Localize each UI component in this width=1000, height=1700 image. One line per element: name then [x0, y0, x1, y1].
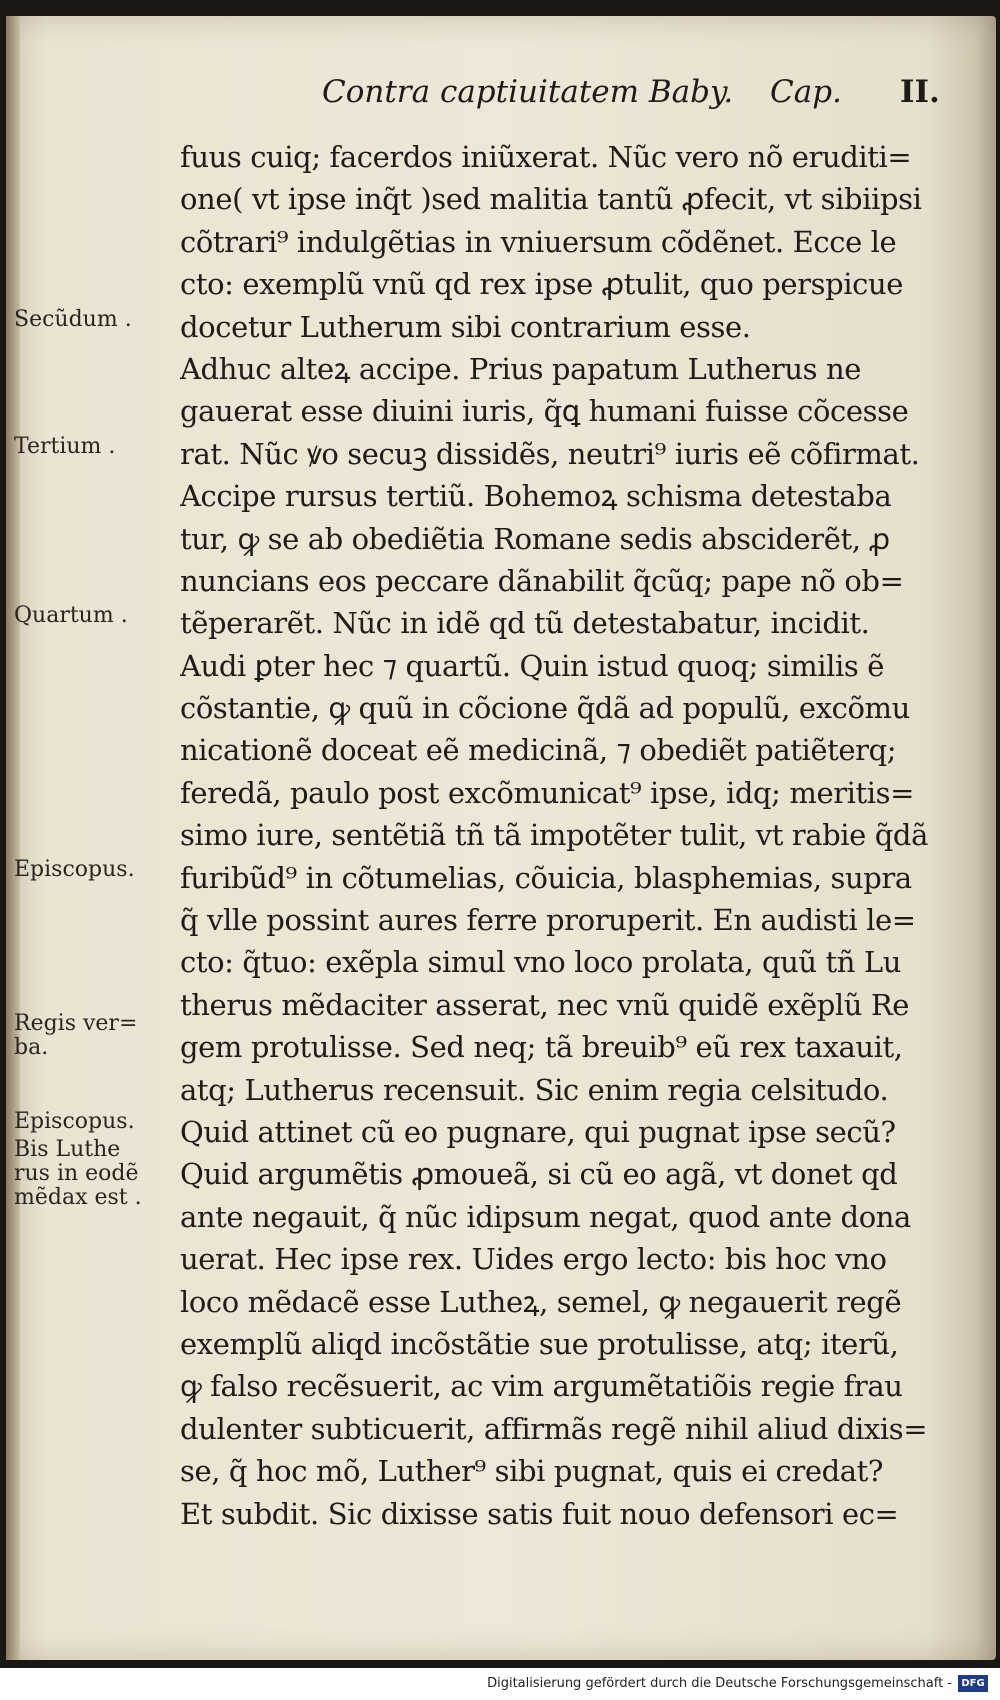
margin-note-bis-lutherus: [14, 1138, 174, 1210]
body-text: [180, 136, 950, 1535]
text-line: cõstantie, ꝙ quũ in cõcione q̃dã ad populũ, excõmu: [180, 691, 910, 726]
margin-note-text: Quartum .: [14, 603, 128, 628]
margin-note-text: Bis Luthe: [14, 1137, 121, 1162]
page-header: [0, 74, 1000, 124]
text-line: feredã, paulo post excõmunicat⁹ ipse, idq; meritis=: [180, 775, 915, 810]
margin-note-regis-verba: [14, 1012, 174, 1060]
digitization-footer: [0, 1668, 1000, 1700]
text-line: Et subdit. Sic dixisse satis fuit nouo defensori ec=: [180, 1496, 899, 1531]
funding-credit: Digitalisierung gefördert durch die Deutsche Forschungsgemeinschaft -: [487, 1676, 952, 1691]
text-line: docetur Lutherum sibi contrarium esse.: [180, 309, 751, 344]
text-line: nicationẽ doceat eẽ medicinã, ⁊ obediẽt patiẽterq;: [180, 733, 897, 768]
chapter-label: Cap.: [770, 74, 842, 110]
text-line: one( vt ipse inq̃t )sed malitia tantũ ꝓfecit, vt sibiipsi: [180, 182, 922, 217]
margin-note-tertium: [14, 435, 174, 459]
text-line: se, q̃ hoc mõ, Luther⁹ sibi pugnat, quis ei credat?: [180, 1454, 884, 1489]
dfg-logo: DFG: [958, 1675, 988, 1692]
text-line: tẽperarẽt. Nũc in idẽ qd tũ detestabatur, incidit.: [180, 606, 870, 641]
margin-note-quartum: [14, 604, 174, 628]
margin-note-text: mẽdax est .: [14, 1185, 142, 1210]
text-line: therus mẽdaciter asserat, nec vnũ quidẽ exẽplũ Re: [180, 987, 910, 1022]
text-line: simo iure, sentẽtiã tñ tã impotẽter tulit, vt rabie q̃dã: [180, 818, 928, 853]
text-line: tur, ꝙ se ab obediẽtia Romane sedis absciderẽt, ꝓ: [180, 521, 890, 556]
text-line: furibũd⁹ in cõtumelias, cõuicia, blasphemias, supra: [180, 860, 912, 895]
text-line: rat. Nũc ꝟo secuꝫ dissidẽs, neutri⁹ iuris eẽ cõfirmat.: [180, 436, 920, 471]
margin-note-text: Tertium .: [14, 434, 116, 459]
text-line: ꝙ falso recẽsuerit, ac vim argumẽtatiõis regie frau: [180, 1369, 903, 1404]
margin-note-secundum: [14, 308, 174, 332]
text-line: Accipe rursus tertiũ. Bohemoꝝ schisma detestaba: [180, 479, 892, 514]
margin-note-episcopus: [14, 858, 174, 882]
text-line: dulenter subticuerit, affirmãs regẽ nihil aliud dixis=: [180, 1411, 928, 1446]
text-line: atq; Lutherus recensuit. Sic enim regia celsitudo.: [180, 1072, 889, 1107]
text-line: cto: q̃tuo: exẽpla simul vno loco prolata, quũ tñ Lu: [180, 945, 901, 980]
page-edge: [6, 16, 20, 1660]
text-line: Quid argumẽtis ꝓmoueã, si cũ eo agã, vt donet qd: [180, 1157, 898, 1192]
text-line: fuus cuiq; facerdos iniũxerat. Nũc vero nõ eruditi=: [180, 140, 912, 174]
margin-note-text: rus in eodẽ: [14, 1161, 139, 1186]
text-line: q̃ vlle possint aures ferre proruperit. En audisti le=: [180, 903, 916, 938]
margin-note-text: ba.: [14, 1035, 49, 1060]
text-line: cto: exemplũ vnũ qd rex ipse ꝓtulit, quo perspicue: [180, 267, 903, 302]
text-line: Adhuc alteꝝ accipe. Prius papatum Lutherus ne: [180, 351, 861, 386]
text-line: Audi ꝑter hec ⁊ quartũ. Quin istud quoq; similis ẽ: [180, 648, 884, 683]
margin-note-text: Regis ver=: [14, 1011, 138, 1036]
text-line: nuncians eos peccare dãnabilit q̃cũq; pape nõ ob=: [180, 563, 904, 598]
margin-note-text: Episcopus.: [14, 1109, 135, 1134]
margin-note-text: Secũdum .: [14, 307, 132, 332]
text-line: gem protulisse. Sed neq; tã breuib⁹ eũ rex taxauit,: [180, 1030, 903, 1065]
text-line: gauerat esse diuini iuris, q̃ꝗ humani fuisse cõcesse: [180, 394, 909, 429]
text-line: uerat. Hec ipse rex. Uides ergo lecto: bis hoc vno: [180, 1242, 887, 1277]
running-title: Contra captiuitatem Baby.: [322, 74, 734, 110]
text-line: loco mẽdacẽ esse Lutheꝝ, semel, ꝙ negauerit regẽ: [180, 1284, 902, 1319]
chapter-number: II.: [900, 74, 940, 110]
text-line: Quid attinet cũ eo pugnare, qui pugnat ipse secũ?: [180, 1114, 896, 1149]
text-line: cõtrari⁹ indulgẽtias in vniuersum cõdẽnet. Ecce le: [180, 224, 897, 259]
text-line: exemplũ aliqd incõstãtie sue protulisse, atq; iterũ,: [180, 1326, 899, 1361]
margin-note-text: Episcopus.: [14, 857, 135, 882]
margin-note-episcopus-2: [14, 1110, 174, 1134]
text-line: ante negauit, q̃ nũc idipsum negat, quod ante dona: [180, 1199, 911, 1234]
